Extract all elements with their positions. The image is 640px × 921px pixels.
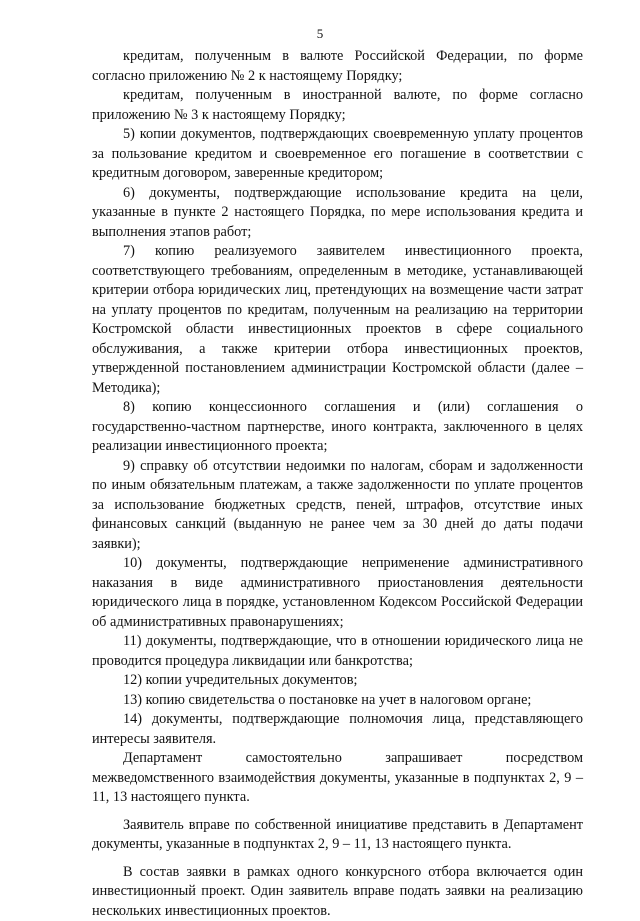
paragraph-applicant-right: Заявитель вправе по собственной инициативе представить в Департамент документы, указанные в подпунктах 2, 9 – 11, 13 настоящего пункта.	[92, 816, 583, 855]
paragraph-item-11: 11) документы, подтверждающие, что в отношении юридического лица не проводится процедура ликвидации или банкротства;	[92, 632, 583, 671]
paragraph-item-14: 14) документы, подтверждающие полномочия лица, представляющего интересы заявителя.	[92, 710, 583, 749]
paragraph-application-composition: В состав заявки в рамках одного конкурсного отбора включается один инвестиционный проект. Один заявитель вправе подать заявки на реализацию нескольких инвестиционных проектов.	[92, 863, 583, 921]
paragraph-department-request: Департамент самостоятельно запрашивает посредством межведомственного взаимодействия документы, указанные в подпунктах 2, 9 – 11, 13 настоящего пункта.	[92, 749, 583, 808]
page-number: 5	[0, 27, 640, 41]
paragraph-item-7: 7) копию реализуемого заявителем инвестиционного проекта, соответствующего требованиям, определенным в методике, устанавливающей критерии отбора юридических лиц, претендующих на возмещение части затрат на уплату процентов по кредитам, полученным на реализацию на территории Костромской области инвестиционных проектов в сфере социального обслуживания, а также критерии отбора инвестиционных проектов, утвержденной постановлением администрации Костромской области (далее – Методика);	[92, 242, 583, 398]
document-body	[92, 47, 583, 921]
paragraph-currency-foreign: кредитам, полученным в иностранной валюте, по форме согласно приложению № 3 к настоящему Порядку;	[92, 86, 583, 125]
paragraph-item-5: 5) копии документов, подтверждающих своевременную уплату процентов за пользование кредитом и своевременное его погашение в соответствии с кредитным договором, заверенные кредитором;	[92, 125, 583, 184]
paragraph-item-6: 6) документы, подтверждающие использование кредита на цели, указанные в пункте 2 настоящего Порядка, по мере использования кредита и выполнения этапов работ;	[92, 184, 583, 243]
paragraph-item-9: 9) справку об отсутствии недоимки по налогам, сборам и задолженности по иным обязательным платежам, а также задолженности по уплате процентов за использование бюджетных средств, пеней, штрафов, отсутствие иных финансовых санкций (выданную не ранее чем за 30 дней до даты подачи заявки);	[92, 457, 583, 555]
paragraph-currency-rf: кредитам, полученным в валюте Российской Федерации, по форме согласно приложению № 2 к настоящему Порядку;	[92, 47, 583, 86]
paragraph-item-8: 8) копию концессионного соглашения и (или) соглашения о государственно-частном партнерстве, иного контракта, заключенного в целях реализации инвестиционного проекта;	[92, 398, 583, 457]
paragraph-item-13: 13) копию свидетельства о постановке на учет в налоговом органе;	[92, 691, 583, 711]
paragraph-item-10: 10) документы, подтверждающие неприменение административного наказания в виде административного приостановления деятельности юридического лица в порядке, установленном Кодексом Российской Федерации об административных правонарушениях;	[92, 554, 583, 632]
paragraph-item-12: 12) копии учредительных документов;	[92, 671, 583, 691]
